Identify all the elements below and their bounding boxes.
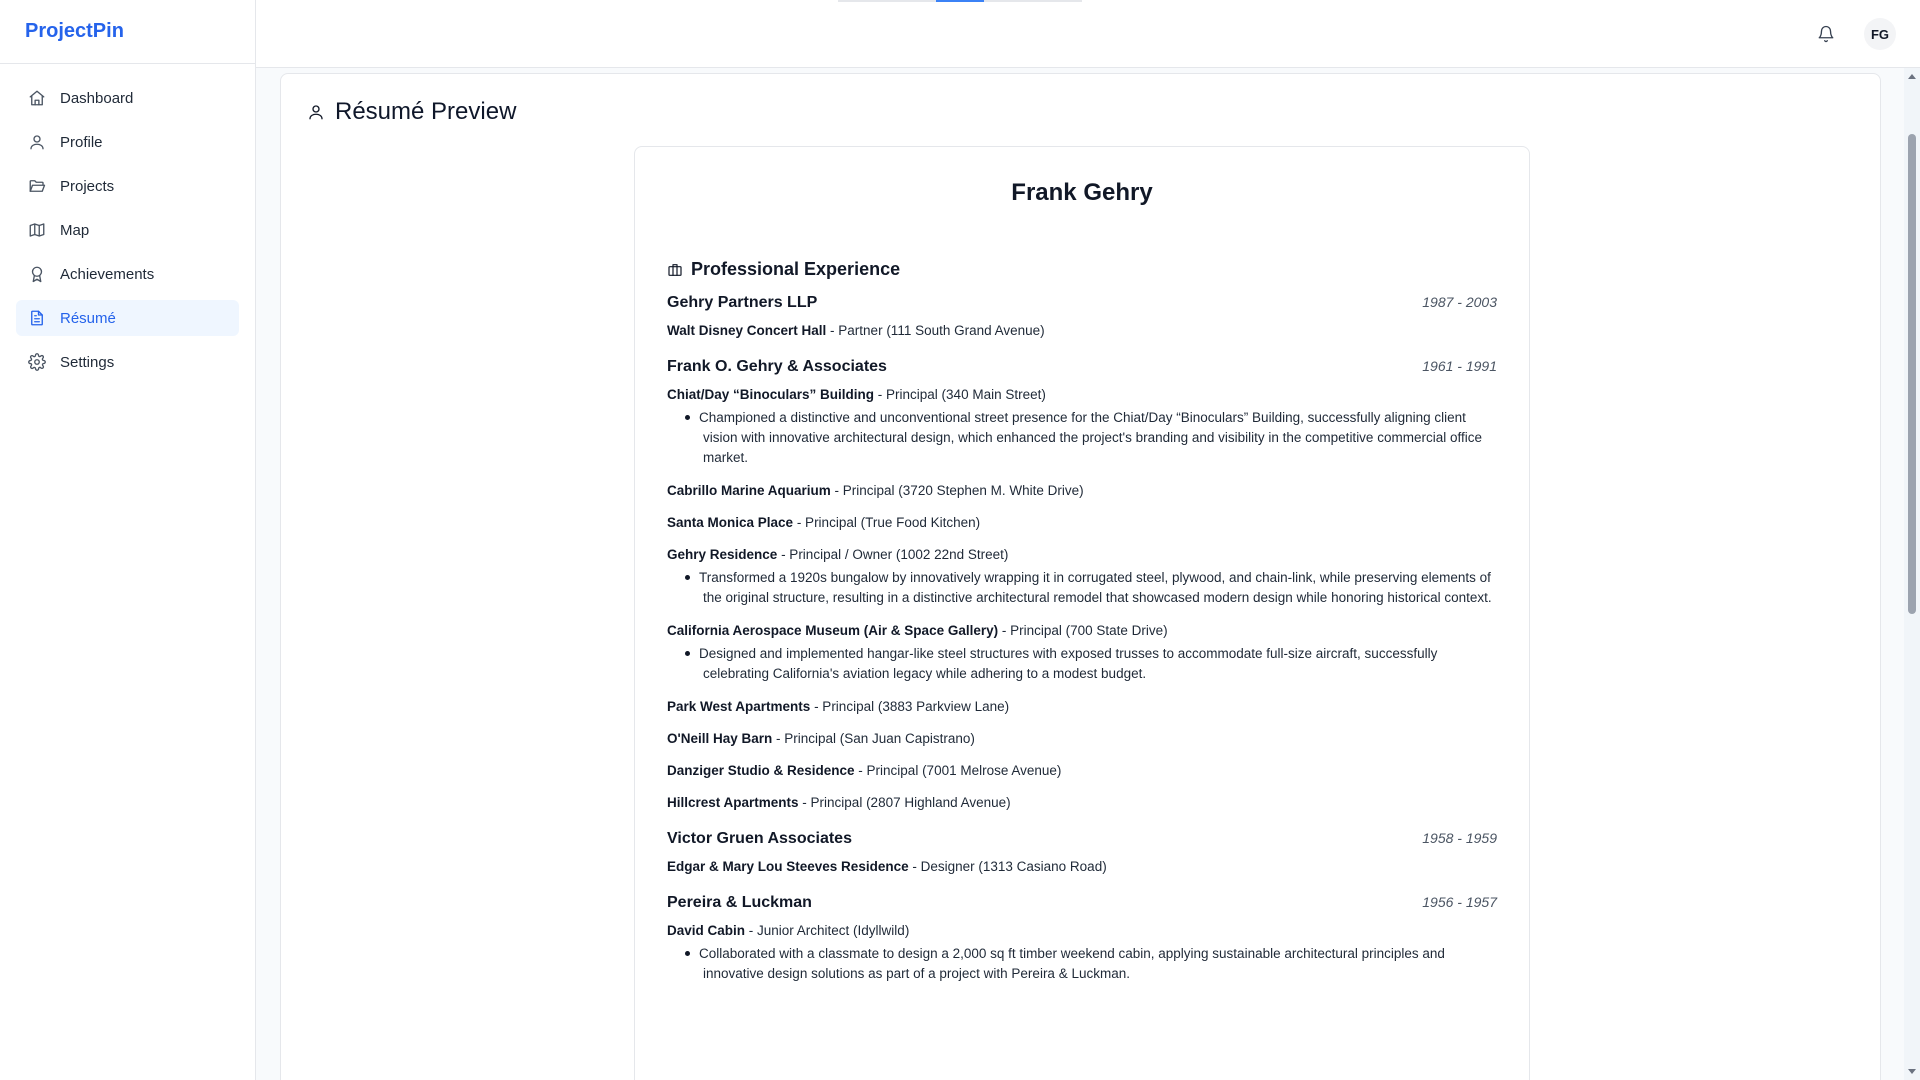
user-icon [28, 133, 46, 151]
role-entry [667, 546, 1497, 564]
project-name: Chiat/Day “Binoculars” Building [667, 387, 875, 402]
resume-name: Frank Gehry [1011, 179, 1153, 206]
sidebar-item-label: Achievements [60, 265, 155, 283]
company-name: Frank O. Gehry & Associates [667, 358, 887, 375]
scroll-up-arrow-icon[interactable] [1908, 74, 1916, 79]
company-name: Pereira & Luckman [667, 894, 812, 911]
sidebar-item-settings[interactable] [16, 344, 239, 380]
role-detail: - Principal (700 State Drive) [998, 623, 1168, 638]
role-detail: - Principal (3883 Parkview Lane) [810, 699, 1010, 714]
project-name: Santa Monica Place [667, 515, 794, 530]
role-entry [667, 794, 1497, 812]
company-entry [667, 358, 1497, 812]
role-bullets [683, 644, 1497, 684]
sidebar-item-label: Map [60, 221, 90, 239]
project-name: Park West Apartments [667, 699, 811, 714]
scroll-down-arrow-icon[interactable] [1908, 1069, 1916, 1074]
resume-preview [634, 146, 1530, 1080]
page-title-text: Résumé Preview [335, 98, 517, 125]
sidebar-item-map[interactable] [16, 212, 239, 248]
project-name: Cabrillo Marine Aquarium [667, 483, 831, 498]
sidebar-item-achievements[interactable] [16, 256, 239, 292]
role-entry [667, 622, 1497, 640]
role-entry [667, 698, 1497, 716]
role-bullets [683, 408, 1497, 468]
role-entry [667, 762, 1497, 780]
project-name: Edgar & Mary Lou Steeves Residence [667, 859, 909, 874]
page-scrollbar[interactable] [1904, 68, 1920, 1080]
sidebar-item-profile[interactable] [16, 124, 239, 160]
role-entry [667, 858, 1497, 876]
role-detail: - Principal (San Juan Capistrano) [772, 731, 975, 746]
company-entry [667, 894, 1497, 984]
bullet-item: Championed a distinctive and unconventional street presence for the Chiat/Day “Binoculars” Building, successfully aligning client vision with innovative architectural design, which enhanced the project's branding and visibility in the competitive commercial office market. [683, 408, 1497, 468]
sidebar-item-label: Settings [60, 353, 115, 371]
project-name: David Cabin [667, 923, 746, 938]
role-bullets [683, 944, 1497, 984]
role-entry [667, 922, 1497, 940]
role-detail: - Junior Architect (Idyllwild) [745, 923, 910, 938]
brand-logo[interactable]: ProjectPin [0, 0, 255, 64]
briefcase-icon [667, 262, 683, 278]
company-entry [667, 294, 1497, 340]
company-years: 1987 - 2003 [1422, 294, 1497, 310]
role-entry [667, 386, 1497, 404]
section-title-experience: Professional Experience [667, 259, 1497, 280]
sidebar-item-resume[interactable] [16, 300, 239, 336]
gear-icon [28, 353, 46, 371]
role-detail: - Principal (2807 Highland Avenue) [798, 795, 1011, 810]
file-text-icon [28, 309, 46, 327]
main-panel [280, 73, 1881, 1080]
role-detail: - Principal (7001 Melrose Avenue) [854, 763, 1062, 778]
scrollbar-thumb[interactable] [1908, 134, 1916, 614]
role-detail: - Partner (111 South Grand Avenue) [826, 323, 1045, 338]
project-name: Danziger Studio & Residence [667, 763, 855, 778]
role-detail: - Principal (340 Main Street) [874, 387, 1046, 402]
role-entry [667, 730, 1497, 748]
bullet-item: Transformed a 1920s bungalow by innovatively wrapping it in corrugated steel, plywood, and chain-link, while preserving elements of the original structure, resulting in a distinctive architectural remodel that showcased modern design while honoring historical context. [683, 568, 1497, 608]
role-entry [667, 514, 1497, 532]
folder-open-icon [28, 177, 46, 195]
page-title [307, 98, 516, 126]
role-bullets [683, 568, 1497, 608]
company-name: Gehry Partners LLP [667, 294, 818, 311]
project-name: California Aerospace Museum (Air & Space Gallery) [667, 623, 999, 638]
sidebar-item-label: Profile [60, 133, 103, 151]
role-detail: - Principal (3720 Stephen M. White Drive) [830, 483, 1084, 498]
company-years: 1958 - 1959 [1422, 830, 1497, 846]
sidebar [0, 0, 256, 1080]
company-years: 1956 - 1957 [1422, 894, 1497, 910]
map-icon [28, 221, 46, 239]
bullet-item: Collaborated with a classmate to design a 2,000 sq ft timber weekend cabin, applying sustainable architectural principles and innovative design solutions as part of a project with Pereira & Luckman. [683, 944, 1497, 984]
sidebar-item-label: Dashboard [60, 89, 134, 107]
company-name: Victor Gruen Associates [667, 830, 852, 847]
sidebar-item-label: Résumé [60, 309, 116, 327]
role-detail: - Principal / Owner (1002 22nd Street) [777, 547, 1009, 562]
role-entry [667, 322, 1497, 340]
award-icon [28, 265, 46, 283]
project-name: Walt Disney Concert Hall [667, 323, 827, 338]
avatar[interactable]: FG [1864, 18, 1896, 50]
home-icon [28, 89, 46, 107]
user-icon [307, 103, 325, 121]
notifications-button[interactable] [1812, 20, 1840, 48]
tab-indicator-active [936, 0, 984, 2]
company-years: 1961 - 1991 [1422, 358, 1497, 374]
sidebar-nav [0, 64, 255, 404]
project-name: Hillcrest Apartments [667, 795, 799, 810]
project-name: O'Neill Hay Barn [667, 731, 773, 746]
sidebar-item-dashboard[interactable] [16, 80, 239, 116]
bullet-item: Designed and implemented hangar-like steel structures with exposed trusses to accommodate full-size aircraft, successfully celebrating California's aviation legacy while adhering to a modest budget. [683, 644, 1497, 684]
top-header [256, 0, 1920, 68]
bell-icon [1817, 25, 1835, 43]
sidebar-item-projects[interactable] [16, 168, 239, 204]
sidebar-item-label: Projects [60, 177, 115, 195]
role-detail: - Principal (True Food Kitchen) [793, 515, 981, 530]
project-name: Gehry Residence [667, 547, 778, 562]
company-entry [667, 830, 1497, 876]
role-entry [667, 482, 1497, 500]
role-detail: - Designer (1313 Casiano Road) [908, 859, 1107, 874]
